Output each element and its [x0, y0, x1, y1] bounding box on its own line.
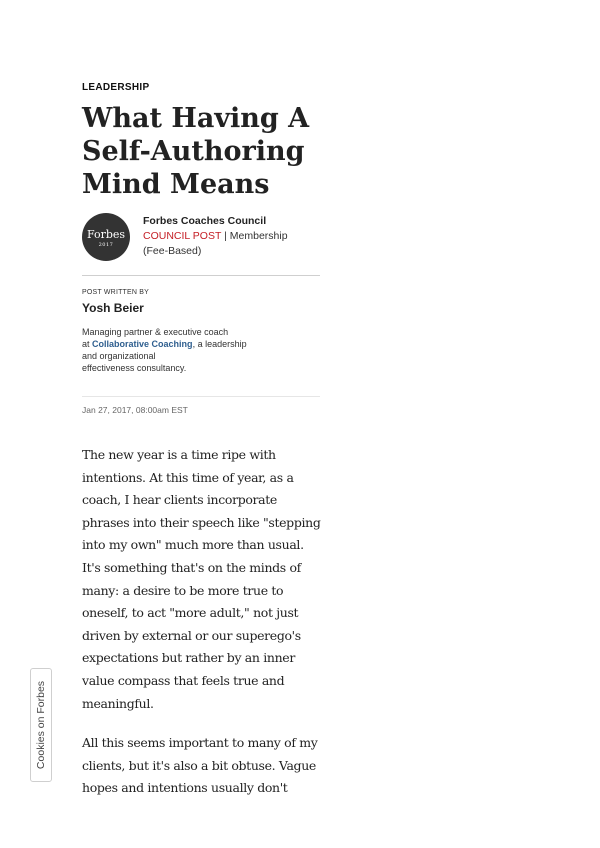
- paragraph-line: many: a desire to be more true to: [82, 582, 284, 598]
- logo-tagline: 2017: [98, 242, 114, 248]
- bio-line: Managing partner & executive coach: [82, 327, 229, 337]
- publish-date: Jan 27, 2017, 08:00am EST: [82, 405, 188, 415]
- headline-line: Self-Authoring: [82, 136, 305, 167]
- paragraph-line: into my own" much more than usual.: [82, 537, 304, 553]
- paragraph-line: intentions. At this time of year, as a: [82, 469, 294, 485]
- bio-line: and organizational: [82, 351, 156, 361]
- article-paragraph: [82, 732, 324, 800]
- council-post-label[interactable]: COUNCIL POST: [143, 230, 222, 242]
- divider: [82, 275, 320, 276]
- council-meta: [143, 229, 318, 259]
- paragraph-line: oneself, to act "more adult," not just: [82, 605, 299, 621]
- paragraph-line: clients, but it's also a bit obtuse. Vague: [82, 757, 316, 773]
- council-byline: [82, 213, 322, 265]
- paragraph-line: expectations but rather by an inner: [82, 650, 295, 666]
- posted-by-label: POST WRITTEN BY: [82, 289, 150, 296]
- headline-line: What Having A: [82, 103, 310, 134]
- headline-line: Mind Means: [82, 169, 270, 200]
- author-bio: [82, 326, 282, 374]
- membership-fee-label: (Fee-Based): [143, 245, 202, 257]
- bio-after: , a leadership: [192, 339, 247, 349]
- paragraph-line: meaningful.: [82, 695, 154, 711]
- paragraph-line: The new year is a time ripe with: [82, 447, 276, 462]
- divider: [82, 396, 320, 397]
- cookies-on-forbes-button[interactable]: [30, 668, 52, 782]
- paragraph-line: driven by external or our superego's: [82, 627, 301, 643]
- article-category[interactable]: LEADERSHIP: [82, 82, 150, 93]
- forbes-council-logo[interactable]: [82, 213, 130, 261]
- company-link[interactable]: Collaborative Coaching: [92, 339, 193, 349]
- article-paragraph: [82, 444, 324, 715]
- author-name[interactable]: Yosh Beier: [82, 301, 144, 315]
- logo-brand-text: Forbes: [86, 228, 126, 241]
- article-headline: [82, 102, 332, 201]
- paragraph-line: All this seems important to many of my: [82, 735, 318, 750]
- paragraph-line: phrases into their speech like "stepping: [82, 514, 321, 530]
- bio-at: at: [82, 339, 90, 349]
- council-name[interactable]: Forbes Coaches Council: [143, 215, 267, 227]
- paragraph-line: coach, I hear clients incorporate: [82, 492, 277, 508]
- paragraph-line: hopes and intentions usually don't: [82, 780, 288, 796]
- paragraph-line: It's something that's on the minds of: [82, 559, 301, 575]
- bio-line: effectiveness consultancy.: [82, 363, 187, 373]
- meta-separator: |: [224, 230, 227, 242]
- cookies-button-label: Cookies on Forbes: [35, 680, 47, 770]
- paragraph-line: value compass that feels true and: [82, 672, 285, 688]
- membership-label: Membership: [229, 230, 288, 242]
